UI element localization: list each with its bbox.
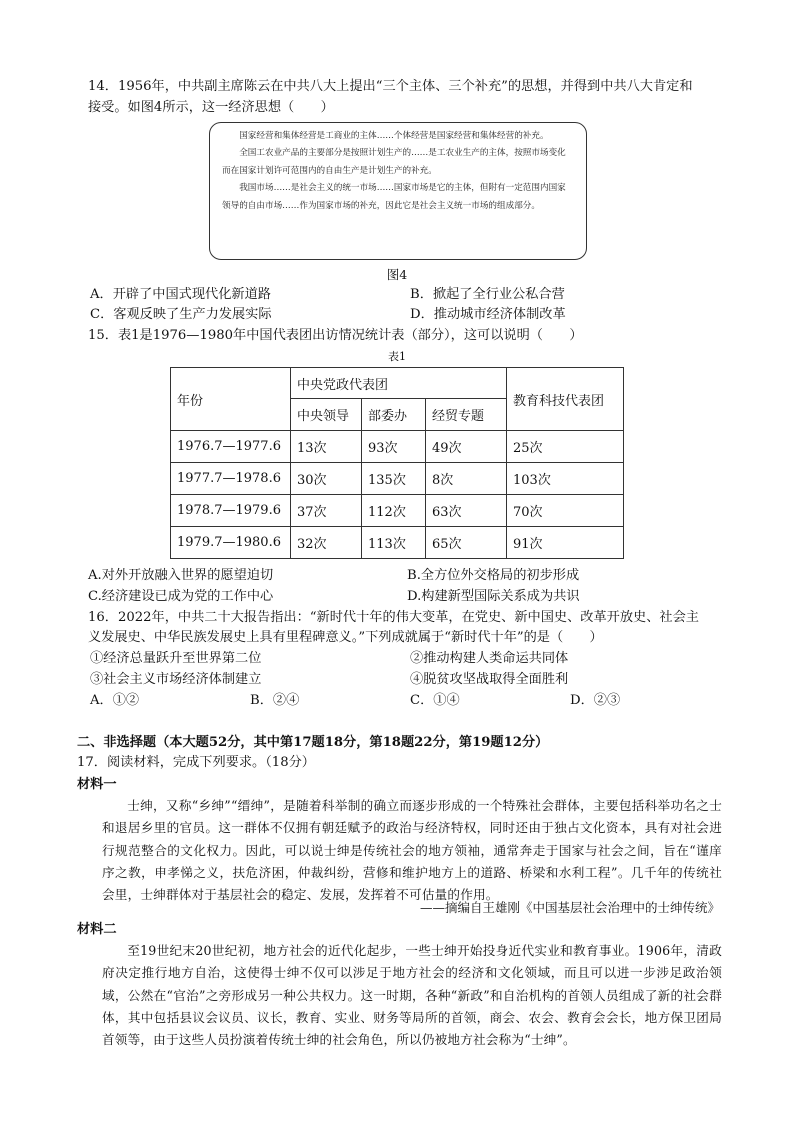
cell: 135次 [362,463,426,495]
q16-item-4: ④脱贫攻坚战取得全面胜利 [410,672,569,687]
table-row [171,495,624,527]
q16-option-d: D．②③ [570,693,621,708]
q14-stem-line1: 14．1956年，中共副主席陈云在中共八大上提出“三个主体、三个补充”的思想，并得到中共八大肯定和 [88,79,693,94]
q16-option-c: C．①④ [410,693,460,708]
cell: 8次 [426,463,507,495]
header-trade: 经贸专题 [426,399,507,431]
cell: 63次 [426,495,507,527]
q14-option-a: A．开辟了中国式现代化新道路 [90,287,271,302]
section-2-title: 二、非选择题（本大题52分，其中第17题18分，第18题22分，第19题12分） [77,735,549,750]
material-2-body [102,940,722,1051]
q15-stem: 15．表1是1976—1980年中国代表团出访情况统计表（部分），这可以说明（ ） [88,328,583,343]
q16-option-b: B．②④ [250,693,300,708]
cell: 49次 [426,431,507,463]
cell: 25次 [507,431,624,463]
q16-item-2: ②推动构建人类命运共同体 [410,651,569,666]
table-1-caption: 表1 [388,350,406,363]
q14-option-c: C．客观反映了生产力发展实际 [90,307,272,322]
table-1 [170,367,624,559]
cell: 70次 [507,495,624,527]
q16-stem-line2: 义发展史、中华民族发展史上具有里程碑意义。”下列成就属于“新时代十年”的是（ ） [88,630,603,645]
q15-option-c: C.经济建设已成为党的工作中心 [88,589,274,604]
figure-4-quote-box [209,122,587,260]
material-2-text: 至19世纪末20世纪初，地方社会的近代化起步，一些士绅开始投身近代实业和教育事业。1906年，清政府决定推行地方自治，这使得士绅不仅可以涉足于地方社会的经济和文化领域，而且可以进一步涉足政治领域，公然在“官治”之旁形成另一种公共权力。这一时期，各种“新政”和自治机构的首领人员组成了新的社会群体，其中包括县议会议员、议长，教育、实业、财务等局所的首领，商会、农会、教育会会长，地方保卫团局首领等，由于这些人员扮演着传统士绅的社会角色，所以仍被地方社会称为“士绅”。 [102,943,722,1048]
table-row [171,431,624,463]
material-2-title: 材料二 [77,922,117,937]
cell: 1978.7—1979.6 [171,495,291,527]
cell: 1979.7—1980.6 [171,527,291,559]
figure-4-caption: 图4 [386,267,408,282]
q14-stem-line2: 接受。如图4所示，这一经济思想（ ） [88,100,334,115]
cell: 65次 [426,527,507,559]
cell: 30次 [291,463,362,495]
cell: 113次 [362,527,426,559]
cell: 91次 [507,527,624,559]
q16-stem-line1: 16．2022年，中共二十大报告指出：“新时代十年的伟大变革，在党史、新中国史、改革开放史、社会主 [88,610,699,625]
q14-option-d: D．推动城市经济体制改革 [410,307,566,322]
header-ministries: 部委办 [362,399,426,431]
cell: 1976.7—1977.6 [171,431,291,463]
q16-item-3: ③社会主义市场经济体制建立 [90,672,262,687]
header-central-leaders: 中央领导 [291,399,362,431]
table-row [171,527,624,559]
cell: 13次 [291,431,362,463]
quote-para-1: 国家经营和集体经营是工商业的主体……个体经营是国家经营和集体经营的补充。 [239,131,549,141]
cell: 103次 [507,463,624,495]
q15-option-b: B.全方位外交格局的初步形成 [407,568,580,583]
material-1-title: 材料一 [77,777,117,792]
cell: 93次 [362,431,426,463]
q15-option-a: A.对外开放融入世界的愿望迫切 [88,568,274,583]
cell: 37次 [291,495,362,527]
header-central-delegation: 中央党政代表团 [291,368,507,399]
material-1-text: 士绅，又称“乡绅”“缙绅”，是随着科举制的确立而逐步形成的一个特殊社会群体，主要包括科举功名之士和退居乡里的官员。这一群体不仅拥有朝廷赋予的政治与经济特权，同时还由于独占文化资本，具有对社会进行规范整合的文化权力。因此，可以说士绅是传统社会的地方领袖，通常奔走于国家与社会之间，旨在“谨庠序之教，申孝悌之义，扶危济困，仲裁纠纷，营修和维护地方上的道路、桥梁和水利工程”。几千年的传统社会里，士绅群体对于基层社会的稳定、发展，发挥着不可估量的作用。 [102,798,722,903]
material-1-body [102,795,722,906]
q17-stem: 17．阅读材料，完成下列要求。（18分） [77,755,315,770]
table-row [171,463,624,495]
cell: 32次 [291,527,362,559]
quote-para-3: 我国市场……是社会主义的统一市场……国家市场是它的主体，但附有一定范围内国家领导的自由市场……作为国家市场的补充，因此它是社会主义统一市场的组成部分。 [222,183,566,211]
q15-option-d: D.构建新型国际关系成为共识 [407,589,580,604]
cell: 112次 [362,495,426,527]
header-year: 年份 [171,368,291,431]
q16-item-1: ①经济总量跃升至世界第二位 [90,651,262,666]
q14-option-b: B．掀起了全行业公私合营 [410,287,565,302]
header-edu-delegation: 教育科技代表团 [507,368,624,431]
quote-para-2: 全国工农业产品的主要部分是按照计划生产的……是工农业生产的主体，按照市场变化而在国家计划许可范围内的自由生产是计划生产的补充。 [222,148,566,176]
cell: 1977.7—1978.6 [171,463,291,495]
material-1-source: ——摘编自王雄刚《中国基层社会治理中的士绅传统》 [419,900,720,915]
q16-option-a: A．①② [90,693,140,708]
